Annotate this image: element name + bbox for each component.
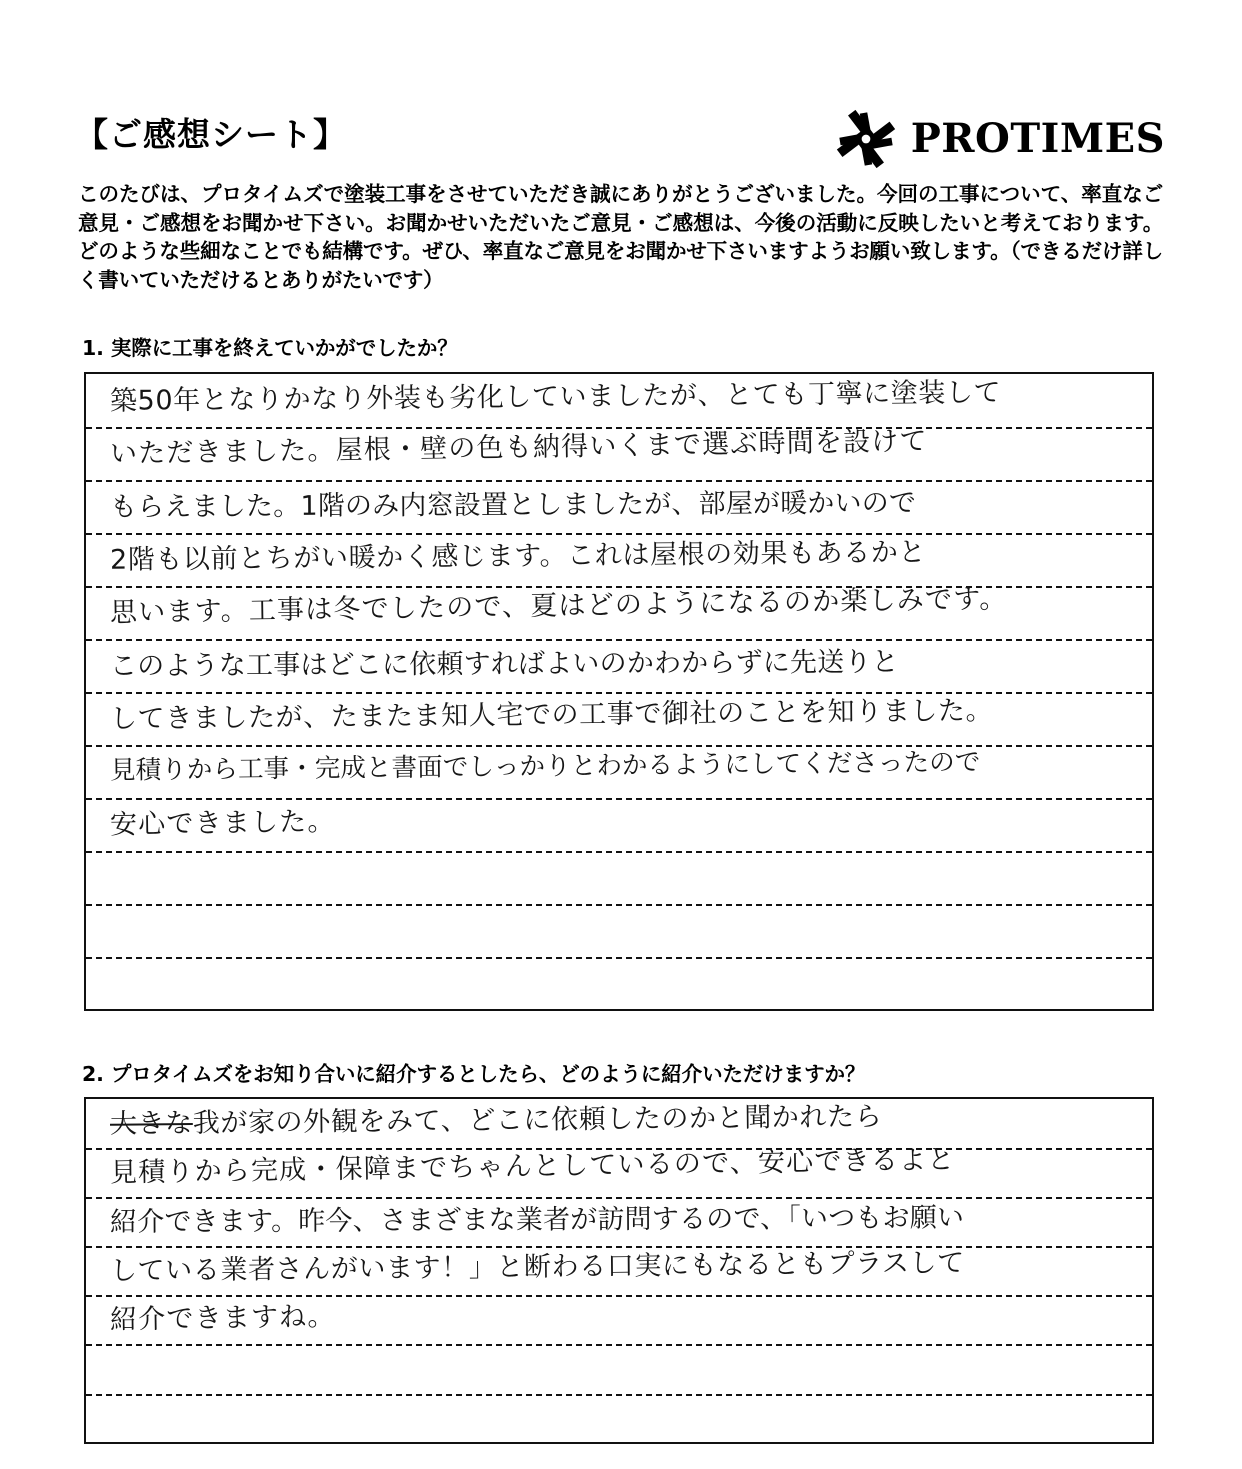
handwritten-line: 見積りから工事・完成と書面でしっかりとわかるようにしてくださったので — [109, 747, 981, 786]
document-header — [75, 108, 1165, 178]
intro-paragraph: このたびは、プロタイムズで塗装工事をさせていただき誠にありがとうございました。今回の工事について、率直なご意見・ご感想をお聞かせ下さい。お聞かせいただいたご意見・ご感想は、今後の活動に反映したいと考えております。どのような些細なことでも結構です。ぜひ、率直なご意見をお聞かせ下さいますようお願い致します。（できるだけ詳しく書いていただけるとありがたいです） — [78, 182, 1163, 292]
handwritten-line: このような工事はどこに依頼すればよいのかわからずに先送りと — [109, 646, 899, 682]
handwritten-line: 2階も以前とちがい暖かく感じます。これは屋根の効果もあるかと — [109, 536, 927, 576]
handwritten-line: 築50年となりかなり外装も劣化していましたが、とても丁寧に塗装して — [109, 377, 1002, 417]
brand-wordmark: PROTIMES — [910, 115, 1165, 162]
handwritten-line: 安心できました。 — [109, 806, 336, 841]
question-1-answer-box[interactable] — [84, 372, 1154, 1011]
handwritten-line: 思います。工事は冬でしたので、夏はどのようになるのか楽しみです。 — [109, 583, 1008, 629]
handwritten-line: してきましたが、たまたま知人宅での工事で御社のことを知りました。 — [109, 695, 994, 735]
question-1-label: 1. 実際に工事を終えていかがでしたか？ — [82, 336, 458, 360]
question-2-answer-box[interactable] — [84, 1097, 1154, 1444]
handwritten-line: もらえました。1階のみ内窓設置としましたが、部屋が暖かいので — [109, 487, 917, 523]
protimes-pinwheel-mark — [835, 108, 897, 170]
handwritten-line: 見積りから完成・保障までちゃんとしているので、安心できるよと — [109, 1144, 956, 1189]
struck-out-text: 大きな — [109, 1107, 193, 1140]
ruled-row — [86, 904, 1152, 957]
handwritten-text: 我が家の外観をみて、どこに依頼したのかと聞かれたら — [192, 1101, 883, 1139]
question-2-label: 2. プロタイムズをお知り合いに紹介するとしたら、どのように紹介いただけますか？ — [82, 1062, 866, 1086]
page-title: 【ご感想シート】 — [75, 115, 347, 154]
brand-logo — [835, 108, 1165, 170]
handwritten-line: している業者さんがいます！」と断わる口実にもなるともプラスして — [109, 1247, 965, 1287]
handwritten-line: 紹介できます。昨今、さまざまな業者が訪問するので、「いつもお願い — [109, 1202, 965, 1238]
ruled-row — [86, 851, 1152, 904]
ruled-row — [86, 1394, 1152, 1443]
handwritten-line: 紹介できますね。 — [109, 1301, 336, 1336]
ruled-row — [86, 957, 1152, 1010]
ruled-row — [86, 1344, 1152, 1393]
handwritten-line: いただきました。屋根・壁の色も納得いくまで選ぶ時間を設けて — [109, 425, 928, 470]
